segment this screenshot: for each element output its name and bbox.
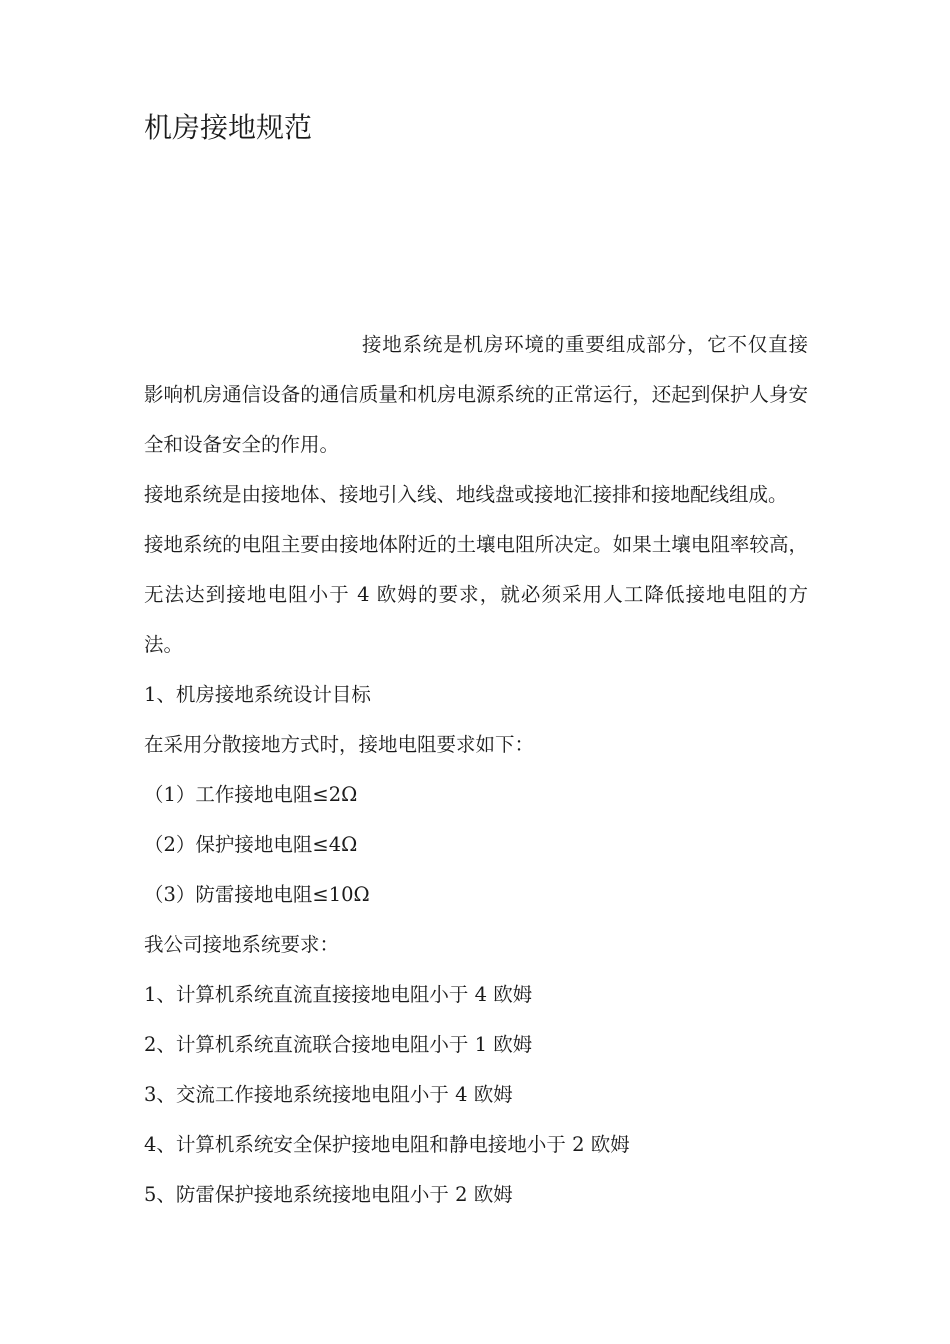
section-heading: 1、机房接地系统设计目标 (144, 683, 371, 706)
intro-paragraph: 接地系统是机房环境的重要组成部分，它不仅直接影响机房通信设备的通信质量和机房电源系统的正常运行，还起到保护人身安全和设备安全的作用。 (144, 333, 808, 456)
document-body (144, 320, 808, 1220)
composition-paragraph: 接地系统是由接地体、接地引入线、地线盘或接地汇接排和接地配线组成。 (144, 483, 788, 506)
list-item: 5、防雷保护接地系统接地电阻小于 2 欧姆 (144, 1183, 513, 1206)
resistance-paragraph: 接地系统的电阻主要由接地体附近的土壤电阻所决定。如果土壤电阻率较高，无法达到接地电阻小于 4 欧姆的要求，就必须采用人工降低接地电阻的方法。 (144, 533, 808, 656)
company-heading: 我公司接地系统要求： (144, 933, 340, 956)
list-item: （1）工作接地电阻≤2Ω (144, 783, 358, 806)
list-item: （3）防雷接地电阻≤10Ω (144, 883, 370, 906)
list-item: 3、交流工作接地系统接地电阻小于 4 欧姆 (144, 1083, 513, 1106)
list-item: （2）保护接地电阻≤4Ω (144, 833, 358, 856)
list-item: 1、计算机系统直流直接接地电阻小于 4 欧姆 (144, 983, 533, 1006)
list-item: 2、计算机系统直流联合接地电阻小于 1 欧姆 (144, 1033, 533, 1056)
scatter-list (144, 770, 808, 920)
list-item: 4、计算机系统安全保护接地电阻和静电接地小于 2 欧姆 (144, 1133, 630, 1156)
company-list (144, 970, 808, 1220)
document-title: 机房接地规范 (144, 111, 313, 144)
scatter-intro: 在采用分散接地方式时，接地电阻要求如下： (144, 733, 535, 756)
